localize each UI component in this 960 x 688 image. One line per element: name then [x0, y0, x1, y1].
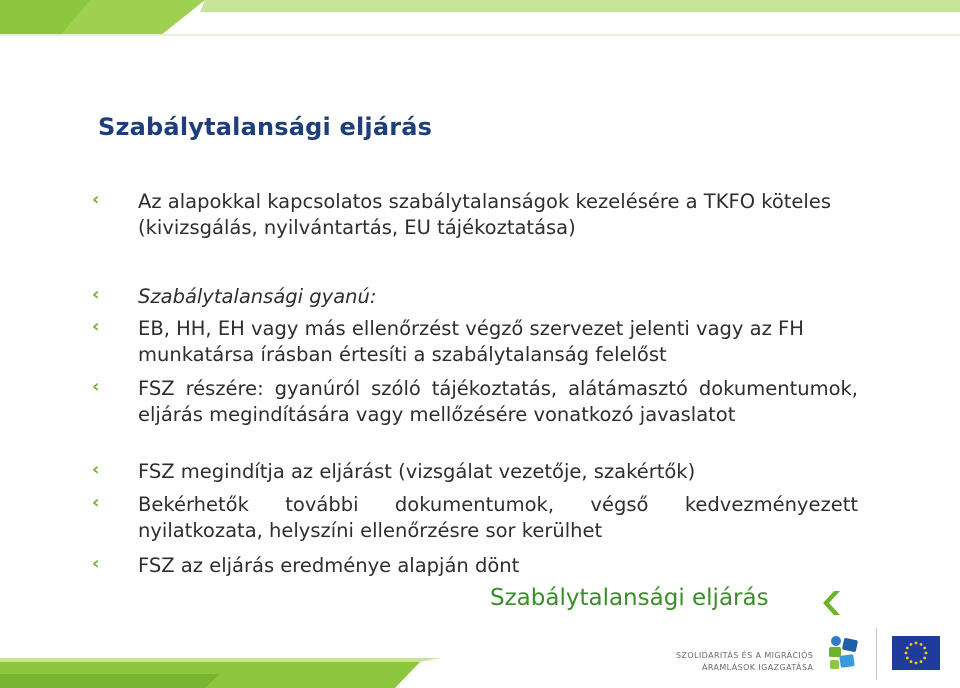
- bullet-text: Bekérhetők további dokumentumok, végső kedvezményezett nyilatkozata, helyszíni ellenőrzésre sor kerülhet: [138, 493, 858, 542]
- bullet-text: Szabálytalansági gyanú:: [138, 285, 377, 308]
- footer-chevron-icon: [822, 590, 842, 616]
- eu-star: [920, 660, 923, 663]
- eu-star: [910, 660, 913, 663]
- bullet-item: [92, 284, 858, 310]
- logo-divider: [876, 628, 877, 680]
- eu-star: [915, 642, 918, 645]
- footer-title: Szabálytalansági eljárás: [490, 585, 769, 611]
- bullet-chevron-icon: ‹: [92, 459, 100, 480]
- bullet-chevron-icon: ‹: [92, 316, 100, 337]
- bullet-item: [92, 492, 858, 544]
- bullet-text: FSZ az eljárás eredménye alapján dönt: [138, 554, 520, 577]
- eu-star: [905, 652, 908, 655]
- eu-star: [910, 643, 913, 646]
- eu-flag-icon: [892, 636, 940, 670]
- bullet-item: [92, 459, 858, 485]
- bullet-text: Az alapokkal kapcsolatos szabálytalanságok kezelésére a TKFO köteles (kivizsgálás, nyilvántartás, EU tájékoztatása): [138, 190, 831, 239]
- agency-name: [676, 650, 822, 674]
- bullet-text: FSZ megindítja az eljárást (vizsgálat vezetője, szakértők): [138, 460, 696, 483]
- bullet-item: [92, 376, 858, 428]
- eu-star: [920, 643, 923, 646]
- bullet-chevron-icon: ‹: [92, 492, 100, 513]
- eu-star: [923, 657, 926, 660]
- slide-title: Szabálytalansági eljárás: [98, 113, 433, 141]
- eu-star: [923, 647, 926, 650]
- bullet-item: [92, 553, 858, 579]
- bullet-text: EB, HH, EH vagy más ellenőrzést végző szervezet jelenti vagy az FH munkatársa írásban értesíti a szabálytalanság felelőst: [138, 317, 804, 366]
- bullet-chevron-icon: ‹: [92, 189, 100, 210]
- bullet-chevron-icon: ‹: [92, 376, 100, 397]
- bullet-chevron-icon: ‹: [92, 553, 100, 574]
- top-decorative-band: [0, 0, 960, 36]
- eu-star: [925, 652, 928, 655]
- bullet-chevron-icon: ‹: [92, 284, 100, 305]
- bullet-item: [92, 189, 858, 241]
- agency-name-line-2: ÁRAMLÁSOK IGAZGATÁSA: [702, 663, 814, 672]
- eu-star: [906, 647, 909, 650]
- agency-logo-icon: [826, 633, 862, 673]
- agency-name-line-1: SZOLIDARITÁS ÉS A MIGRÁCIÓS: [676, 651, 814, 660]
- bullet-item: [92, 316, 858, 368]
- eu-star: [915, 662, 918, 665]
- eu-star: [906, 657, 909, 660]
- bullet-text: FSZ részére: gyanúról szóló tájékoztatás, alátámasztó dokumentumok, eljárás megindítására vagy mellőzésére vonatkozó javaslatot: [138, 377, 858, 426]
